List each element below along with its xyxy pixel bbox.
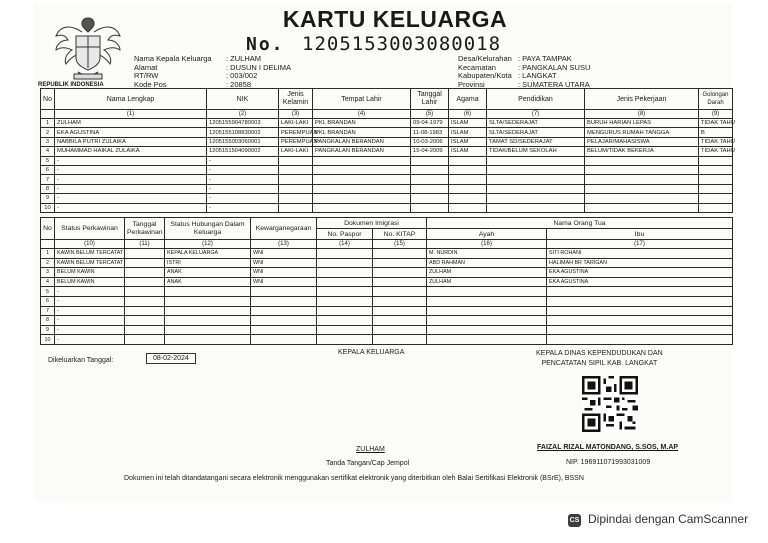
t1-cell: - (207, 194, 279, 203)
t1-column-number: (7) (487, 110, 585, 119)
table-row (41, 249, 733, 259)
t2-cell (373, 325, 427, 335)
family-members-table (40, 88, 733, 213)
t2-header-citizenship: Kewarganegaraan (251, 218, 317, 240)
t1-column-number: (5) (411, 110, 449, 119)
t1-cell: 9 (41, 194, 55, 203)
value-province: : SUMATERA UTARA (518, 79, 590, 89)
t1-cell: - (55, 165, 207, 174)
t1-cell: NABBILA PUTRI ZULAIKA (55, 137, 207, 146)
t2-cell (125, 258, 165, 268)
t1-cell (699, 175, 733, 184)
table-row (41, 277, 733, 287)
t2-cell (547, 296, 733, 306)
t1-cell: - (207, 203, 279, 212)
t1-cell (585, 175, 699, 184)
label-district: Kecamatan (458, 62, 496, 72)
t1-cell: 10 (41, 203, 55, 212)
value-district: : PANGKALAN SUSU (518, 62, 591, 72)
t2-cell (427, 316, 547, 326)
t1-cell: 1205155108830002 (207, 128, 279, 137)
t2-cell (373, 277, 427, 287)
camscanner-label: Dipindai dengan CamScanner (588, 512, 749, 526)
t2-header-immigration: Dokumen Imigrasi (317, 218, 427, 229)
t1-cell: PEREMPUAN (279, 137, 313, 146)
t1-cell (487, 156, 585, 165)
t2-cell: WNI (251, 277, 317, 287)
t2-cell: WNI (251, 268, 317, 278)
family-status-table (40, 217, 733, 345)
t1-header-occupation: Jenis Pekerjaan (585, 89, 699, 110)
t1-cell (411, 194, 449, 203)
t1-cell: LAKI-LAKI (279, 147, 313, 156)
t1-cell: TIDAK TAHU (699, 137, 733, 146)
t1-cell: 1205155904780003 (207, 119, 279, 128)
t1-cell: - (207, 156, 279, 165)
t2-header-no: No (41, 218, 55, 240)
t2-cell (317, 268, 373, 278)
t2-header-parents: Nama Orang Tua (427, 218, 733, 229)
t2-cell (373, 268, 427, 278)
t1-column-number-row (41, 110, 733, 119)
t1-cell: MUHAMMAD HAIKAL ZULAIKA (55, 147, 207, 156)
t1-cell: PANGKALAN BERANDAN (313, 147, 411, 156)
table-row (41, 325, 733, 335)
t2-cell (547, 316, 733, 326)
t2-cell: ANAK (165, 277, 251, 287)
t1-cell: - (55, 203, 207, 212)
t1-cell: - (55, 184, 207, 193)
t1-header-religion: Agama (449, 89, 487, 110)
t2-cell: 10 (41, 335, 55, 345)
t2-cell: EKA AGUSTINA (547, 277, 733, 287)
t1-cell: 10-03-2006 (411, 137, 449, 146)
t2-cell: 2 (41, 258, 55, 268)
t1-cell: BURUH HARIAN LEPAS (585, 119, 699, 128)
t1-cell: - (55, 156, 207, 165)
t2-cell (373, 306, 427, 316)
issued-date: 08-02-2024 (146, 353, 196, 364)
t2-cell (373, 316, 427, 326)
electronic-signature-note: Dokumen ini telah ditandatangani secara elektronik menggunakan sertifikat elektronik yang diterbitkan oleh Balai Sertifikasi Elektronik (BSrE), BSSN (124, 475, 584, 482)
t2-cell (165, 306, 251, 316)
t1-cell: TIDAK TAHU (699, 119, 733, 128)
t1-cell (411, 184, 449, 193)
t1-cell: 2 (41, 128, 55, 137)
t2-cell: ZULHAM (427, 277, 547, 287)
t2-cell (427, 335, 547, 345)
t2-cell (373, 335, 427, 345)
agency-title-line2: PENCATATAN SIPIL KAB. LANGKAT (541, 360, 658, 367)
t1-column-number: (4) (313, 110, 411, 119)
t2-cell: KAWIN BELUM TERCATAT (55, 258, 125, 268)
table-row (41, 184, 733, 193)
t1-cell (585, 165, 699, 174)
t1-header-birthdate: Tanggal Lahir (411, 89, 449, 110)
t1-cell: EKA AGUSTINA (55, 128, 207, 137)
t1-cell (279, 165, 313, 174)
t2-cell (317, 316, 373, 326)
t2-cell (373, 249, 427, 259)
t1-cell (313, 194, 411, 203)
t2-cell: 3 (41, 268, 55, 278)
value-address: : DUSUN I DELIMA (226, 62, 292, 72)
t1-column-number: (6) (449, 110, 487, 119)
t1-cell: SLTA/SEDERAJAT (487, 128, 585, 137)
table-row (41, 194, 733, 203)
camscanner-icon: CS (568, 514, 581, 527)
table1-header-row (41, 89, 733, 110)
t2-cell (547, 287, 733, 297)
t2-cell (125, 316, 165, 326)
t2-cell (317, 287, 373, 297)
t1-header-gender: Jenis Kelamin (279, 89, 313, 110)
label-province: Provinsi (458, 79, 485, 89)
t1-cell: PEREMPUAN (279, 128, 313, 137)
t2-cell: M. NURDIN (427, 249, 547, 259)
t2-cell (547, 306, 733, 316)
t2-column-number: (13) (251, 240, 317, 249)
t2-cell (125, 277, 165, 287)
t1-cell: - (207, 175, 279, 184)
t1-cell: ISLAM (449, 119, 487, 128)
t2-cell (317, 325, 373, 335)
t2-column-number: (14) (317, 240, 373, 249)
label-address: Alamat (134, 62, 158, 72)
t1-cell: 5 (41, 156, 55, 165)
t2-cell: ABD RAHMAN (427, 258, 547, 268)
official-nip: NIP. 196911071993031009 (566, 459, 651, 466)
t2-cell (317, 249, 373, 259)
t2-cell: 4 (41, 277, 55, 287)
t1-header-education: Pendidikan (487, 89, 585, 110)
t1-cell: 6 (41, 165, 55, 174)
t2-cell (125, 249, 165, 259)
t2-header-kitap: No. KITAP (373, 229, 427, 240)
value-postcode: : 20858 (226, 79, 252, 89)
t2-cell (251, 287, 317, 297)
t1-cell: PKL BRANDAN (313, 128, 411, 137)
t2-cell: - (55, 325, 125, 335)
document-number: 1205153003080018 (302, 33, 502, 55)
t2-column-number-row (41, 240, 733, 249)
t2-cell: 8 (41, 316, 55, 326)
t1-cell: 3 (41, 137, 55, 146)
garuda-emblem-icon (52, 10, 124, 84)
t1-cell: PKL BRANDAN (313, 119, 411, 128)
header-right-labels (458, 55, 512, 89)
t2-cell (251, 296, 317, 306)
agency-title-line1: KEPALA DINAS KEPENDUDUKAN DAN (536, 350, 663, 357)
t1-cell (585, 156, 699, 165)
t1-cell: PELAJAR/MAHASISWA (585, 137, 699, 146)
table-row (41, 306, 733, 316)
t1-cell: B (699, 128, 733, 137)
t2-cell (317, 306, 373, 316)
t2-cell: HALIMAH BR TARIGAN (547, 258, 733, 268)
t2-column-number: (11) (125, 240, 165, 249)
t1-cell (699, 194, 733, 203)
t2-cell (165, 287, 251, 297)
table-row (41, 165, 733, 174)
t1-cell: BELUM/TIDAK BEKERJA (585, 147, 699, 156)
label-village: Desa/Kelurahan (458, 54, 512, 63)
t2-cell: - (55, 306, 125, 316)
head-of-family-title: KEPALA KELUARGA (338, 349, 405, 356)
header-left-labels (134, 55, 212, 89)
t2-header-marriage-date: Tanggal Perkawinan (125, 218, 165, 240)
t2-header-relationship: Status Hubungan Dalam Keluarga (165, 218, 251, 240)
t2-cell (427, 296, 547, 306)
table-row (41, 175, 733, 184)
t2-cell (125, 287, 165, 297)
t1-cell (585, 184, 699, 193)
t1-cell (411, 175, 449, 184)
t1-header-blood-type: Golongan Darah (699, 89, 733, 110)
t2-cell (165, 325, 251, 335)
t2-cell (373, 287, 427, 297)
t2-cell: ANAK (165, 268, 251, 278)
t2-cell: - (55, 287, 125, 297)
t2-cell: KAWIN BELUM TERCATAT (55, 249, 125, 259)
t1-cell: ISLAM (449, 137, 487, 146)
header-right-values (518, 55, 590, 89)
t1-cell (279, 194, 313, 203)
t2-cell (125, 268, 165, 278)
t1-cell (279, 156, 313, 165)
t2-cell: BELUM KAWIN (55, 268, 125, 278)
t2-cell: 1 (41, 249, 55, 259)
table-row (41, 203, 733, 212)
t2-cell (165, 335, 251, 345)
t1-cell (279, 175, 313, 184)
t1-cell (279, 184, 313, 193)
t1-cell: 1205155003060001 (207, 137, 279, 146)
t1-column-number: (3) (279, 110, 313, 119)
t1-cell (585, 194, 699, 203)
t2-cell: EKA AGUSTINA (547, 268, 733, 278)
t2-header-passport: No. Paspor (317, 229, 373, 240)
t2-cell (125, 335, 165, 345)
t2-column-number: (16) (427, 240, 547, 249)
t1-cell: MENGURUS RUMAH TANGGA (585, 128, 699, 137)
t1-cell: TAMAT SD/SEDERAJAT (487, 137, 585, 146)
table2-header-row-1 (41, 218, 733, 229)
t1-cell (487, 203, 585, 212)
t1-cell (585, 203, 699, 212)
t1-column-number: (2) (207, 110, 279, 119)
signature-caption: Tanda Tangan/Cap Jempol (326, 460, 410, 467)
t2-cell: - (55, 335, 125, 345)
t1-column-number: (8) (585, 110, 699, 119)
t1-cell: TIDAK/BELUM SEKOLAH (487, 147, 585, 156)
t1-cell: - (207, 165, 279, 174)
emblem-caption: REPUBLIK INDONESIA (38, 82, 104, 88)
t2-column-number: (17) (547, 240, 733, 249)
table-row (41, 268, 733, 278)
t1-cell: 15-04-2009 (411, 147, 449, 156)
table-row (41, 335, 733, 345)
head-of-family-name: ZULHAM (356, 446, 385, 453)
issued-date-label: Dikeluarkan Tanggal: (48, 357, 114, 364)
t2-cell: 9 (41, 325, 55, 335)
t2-cell (251, 335, 317, 345)
t2-cell (317, 296, 373, 306)
document-number-label: No. (246, 34, 285, 55)
t1-cell (699, 156, 733, 165)
value-rt-rw: : 003/002 (226, 71, 258, 81)
t1-cell (411, 156, 449, 165)
t1-cell: 8 (41, 184, 55, 193)
t2-header-marital: Status Perkawinan (55, 218, 125, 240)
t1-cell (411, 203, 449, 212)
t1-header-no: No (41, 89, 55, 110)
t2-cell (427, 325, 547, 335)
t1-cell: ISLAM (449, 128, 487, 137)
t2-cell: ZULHAM (427, 268, 547, 278)
t1-column-number: (1) (55, 110, 207, 119)
label-head-name: Nama Kepala Keluarga (134, 54, 212, 63)
header-left-values (226, 55, 291, 89)
t2-cell (317, 277, 373, 287)
t1-cell: - (55, 194, 207, 203)
t2-cell (125, 306, 165, 316)
t2-cell (125, 325, 165, 335)
table-row (41, 147, 733, 156)
t2-cell (373, 296, 427, 306)
t1-cell: TIDAK TAHU (699, 147, 733, 156)
t1-cell (449, 175, 487, 184)
document-title: KARTU KELUARGA (282, 6, 508, 32)
t2-cell (251, 325, 317, 335)
t1-header-name: Nama Lengkap (55, 89, 207, 110)
table-row (41, 316, 733, 326)
t1-cell: 7 (41, 175, 55, 184)
t2-cell (373, 258, 427, 268)
t2-cell (251, 306, 317, 316)
t2-cell: - (55, 296, 125, 306)
t2-cell: WNI (251, 249, 317, 259)
label-rt-rw: RT/RW (134, 71, 159, 81)
t1-cell: 09-04-1979 (411, 119, 449, 128)
t1-cell (449, 194, 487, 203)
t2-cell: 5 (41, 287, 55, 297)
label-regency: Kabupaten/Kota (458, 71, 512, 81)
t2-cell: 6 (41, 296, 55, 306)
t1-cell (699, 203, 733, 212)
t1-cell (313, 156, 411, 165)
t1-cell (487, 165, 585, 174)
t1-cell: 11-08-1983 (411, 128, 449, 137)
t2-header-mother: Ibu (547, 229, 733, 240)
table-row (41, 296, 733, 306)
t1-cell (487, 194, 585, 203)
official-name: FAIZAL RIZAL MATONDANG, S.SOS, M.AP (537, 444, 679, 451)
table-row (41, 128, 733, 137)
t1-cell: 1205151504090002 (207, 147, 279, 156)
value-village: : PAYA TAMPAK (518, 54, 572, 63)
t1-cell: ZULHAM (55, 119, 207, 128)
t2-cell (165, 296, 251, 306)
value-head-name: : ZULHAM (226, 54, 262, 63)
label-postcode: Kode Pos (134, 79, 167, 89)
t2-cell (317, 258, 373, 268)
t1-cell: - (207, 184, 279, 193)
agency-title (536, 349, 663, 369)
t1-cell (449, 203, 487, 212)
t1-cell: 1 (41, 119, 55, 128)
qr-code-icon (582, 376, 638, 432)
t1-cell (313, 165, 411, 174)
t1-cell (411, 165, 449, 174)
t2-cell (165, 316, 251, 326)
t1-cell (699, 165, 733, 174)
t1-cell (449, 156, 487, 165)
t1-cell: 4 (41, 147, 55, 156)
t1-cell: - (55, 175, 207, 184)
value-regency: : LANGKAT (518, 71, 557, 81)
t2-cell (125, 296, 165, 306)
t1-cell: SLTA/SEDERAJAT (487, 119, 585, 128)
t1-cell: LAKI-LAKI (279, 119, 313, 128)
t2-cell: WNI (251, 258, 317, 268)
t2-column-number: (10) (55, 240, 125, 249)
t1-cell: PANGKALAN BERANDAN (313, 137, 411, 146)
table-row (41, 156, 733, 165)
table-row (41, 258, 733, 268)
t2-cell (251, 316, 317, 326)
table-row (41, 119, 733, 128)
t1-cell (313, 184, 411, 193)
t2-cell (317, 335, 373, 345)
t2-cell (547, 335, 733, 345)
t2-column-number: (15) (373, 240, 427, 249)
t2-cell: BELUM KAWIN (55, 277, 125, 287)
t1-header-birthplace: Tempat Lahir (313, 89, 411, 110)
t1-cell (313, 175, 411, 184)
t1-column-number (41, 110, 55, 119)
t1-cell (449, 165, 487, 174)
t1-cell (449, 184, 487, 193)
t2-cell (427, 306, 547, 316)
t1-cell (279, 203, 313, 212)
t1-cell (487, 184, 585, 193)
t1-cell (313, 203, 411, 212)
table-row (41, 287, 733, 297)
t2-cell (547, 325, 733, 335)
t1-cell (699, 184, 733, 193)
t2-cell: ISTRI (165, 258, 251, 268)
t2-cell: 7 (41, 306, 55, 316)
t2-column-number: (12) (165, 240, 251, 249)
t2-column-number (41, 240, 55, 249)
t1-cell (487, 175, 585, 184)
t1-cell: ISLAM (449, 147, 487, 156)
t1-column-number: (9) (699, 110, 733, 119)
t2-cell: SITI ROHANI (547, 249, 733, 259)
t2-cell (427, 287, 547, 297)
t2-header-father: Ayah (427, 229, 547, 240)
t2-cell: - (55, 316, 125, 326)
t2-cell: KEPALA KELUARGA (165, 249, 251, 259)
t1-header-nik: NIK (207, 89, 279, 110)
table-row (41, 137, 733, 146)
